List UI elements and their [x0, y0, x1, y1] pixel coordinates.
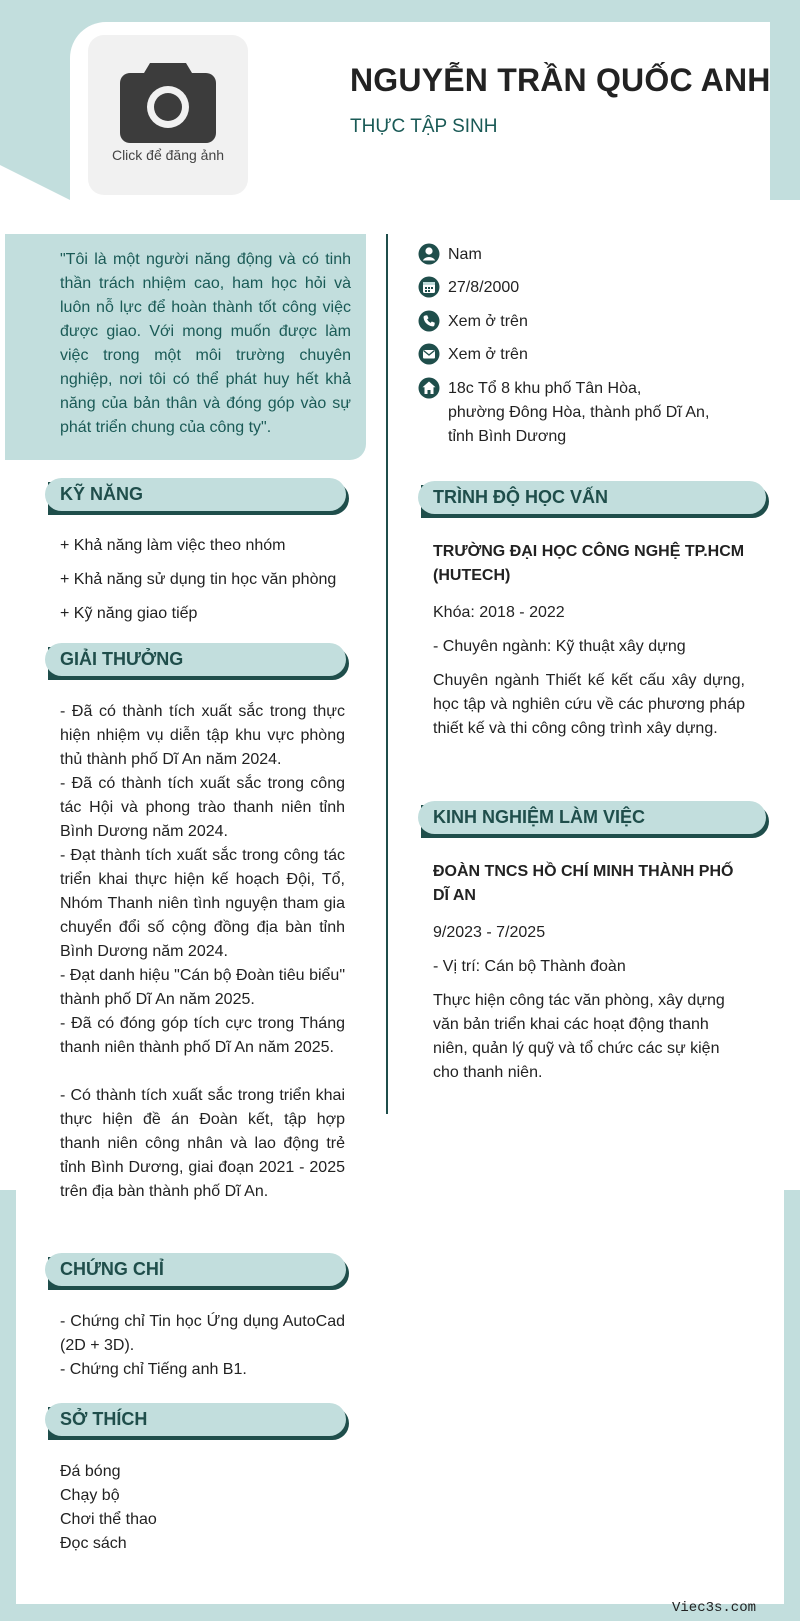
header-corner	[0, 165, 70, 200]
certificates-heading	[45, 1253, 346, 1286]
hobbies-heading	[45, 1403, 346, 1436]
gender-value: Nam	[448, 246, 482, 263]
experience-description: Thực hiện công tác văn phòng, xây dựng văn bản triển khai các hoạt động thanh niên, quản lý quỹ và tổ chức các sự kiện cho thanh niên.	[433, 992, 725, 1081]
summary-text: "Tôi là một người năng động và có tinh thần trách nhiệm cao, ham học hỏi và luôn nỗ lực để hoàn thành tốt công việc được giao. Với mong muốn được làm việc trong một môi trường chuyên nghiệp, nơi tôi có thể phát huy hết khả năng của bản thân và đóng góp vào sự phát triển chung của công ty".	[60, 251, 351, 436]
skill-item: + Khả năng sử dụng tin học văn phòng	[60, 571, 337, 588]
award-item: - Đã có thành tích xuất sắc trong công tác Hội và phong trào thanh niên tỉnh Bình Dương năm 2024.	[60, 775, 345, 840]
phone-value: Xem ở trên	[448, 313, 528, 330]
education-description: Chuyên ngành Thiết kế kết cấu xây dựng, học tập và nghiên cứu về các phương pháp thiết kế và thi công công trình xây dựng.	[433, 672, 745, 737]
experience-period: 9/2023 - 7/2025	[433, 924, 546, 941]
school-name: (HUTECH)	[433, 567, 511, 584]
watermark: Viec3s.com	[672, 1600, 757, 1616]
section-title: TRÌNH ĐỘ HỌC VẤN	[433, 487, 608, 507]
dob-value: 27/8/2000	[448, 279, 520, 296]
photo-upload[interactable]	[88, 35, 248, 195]
hobby-item: Đá bóng	[60, 1463, 121, 1480]
address-line: tỉnh Bình Dương	[448, 428, 567, 445]
home-icon	[418, 377, 440, 399]
experience-heading	[418, 801, 766, 834]
hobby-item: Chạy bộ	[60, 1487, 120, 1504]
camera-icon	[120, 59, 216, 143]
experience-position: - Vị trí: Cán bộ Thành đoàn	[433, 958, 626, 975]
award-item: - Đã có đóng góp tích cực trong Tháng thanh niên thành phố Dĩ An năm 2025.	[60, 1015, 345, 1056]
certificate-item: - Chứng chỉ Tiếng anh B1.	[60, 1361, 247, 1378]
section-title: KINH NGHIỆM LÀM VIỆC	[433, 807, 646, 827]
award-item: - Đạt danh hiệu "Cán bộ Đoàn tiêu biểu" thành phố Dĩ An năm 2025.	[60, 967, 345, 1008]
address-line: 18c Tổ 8 khu phố Tân Hòa,	[448, 380, 642, 397]
section-title: SỞ THÍCH	[60, 1409, 148, 1429]
hobby-item: Đọc sách	[60, 1535, 127, 1552]
award-item: - Có thành tích xuất sắc trong triển khai thực hiện đề án Đoàn kết, tập hợp thanh niên công nhân và lao động trẻ tỉnh Bình Dương, giai đoạn 2021 - 2025 trên địa bàn thành phố Dĩ An.	[60, 1087, 345, 1200]
section-title: KỸ NĂNG	[60, 484, 144, 504]
organization-name: DĨ AN	[433, 887, 476, 904]
award-item: - Đã có thành tích xuất sắc trong thực hiện nhiệm vụ diễn tập khu vực phòng thủ thành phố Dĩ An năm 2024.	[60, 703, 345, 768]
education-heading	[418, 481, 766, 514]
education-major: - Chuyên ngành: Kỹ thuật xây dựng	[433, 638, 686, 655]
education-period: Khóa: 2018 - 2022	[433, 604, 565, 621]
certificate-item: - Chứng chỉ Tin học Ứng dụng AutoCad (2D + 3D).	[60, 1313, 345, 1354]
user-icon	[418, 243, 440, 265]
job-title: THỰC TẬP SINH	[350, 116, 498, 137]
column-divider	[386, 234, 388, 1114]
full-name: NGUYỄN TRẦN QUỐC ANH	[350, 62, 771, 98]
side-border-left	[0, 1190, 16, 1621]
email-icon	[418, 343, 440, 365]
section-title: CHỨNG CHỈ	[60, 1259, 164, 1279]
email-value: Xem ở trên	[448, 346, 528, 363]
section-title: GIẢI THƯỞNG	[60, 649, 184, 669]
awards-heading	[45, 643, 346, 676]
skill-item: + Kỹ năng giao tiếp	[60, 605, 198, 622]
calendar-icon	[418, 276, 440, 298]
organization-name: ĐOÀN TNCS HỒ CHÍ MINH THÀNH PHỐ	[433, 863, 734, 880]
skill-item: + Khả năng làm việc theo nhóm	[60, 537, 286, 554]
side-border-right	[784, 1190, 800, 1621]
summary-box	[5, 234, 366, 460]
photo-caption: Click để đăng ảnh	[111, 147, 225, 163]
address-line: phường Đông Hòa, thành phố Dĩ An,	[448, 404, 710, 421]
award-item: - Đạt thành tích xuất sắc trong công tác triển khai thực hiện kế hoạch Đội, Tổ, Nhóm Thanh niên tình nguyện tham gia chuyển đổi số cộng đồng địa bàn tỉnh Bình Dương năm 2024.	[60, 847, 345, 960]
school-name: TRƯỜNG ĐẠI HỌC CÔNG NGHỆ TP.HCM	[433, 543, 745, 560]
phone-icon	[418, 310, 440, 332]
hobby-item: Chơi thể thao	[60, 1511, 157, 1528]
skills-heading	[45, 478, 346, 511]
